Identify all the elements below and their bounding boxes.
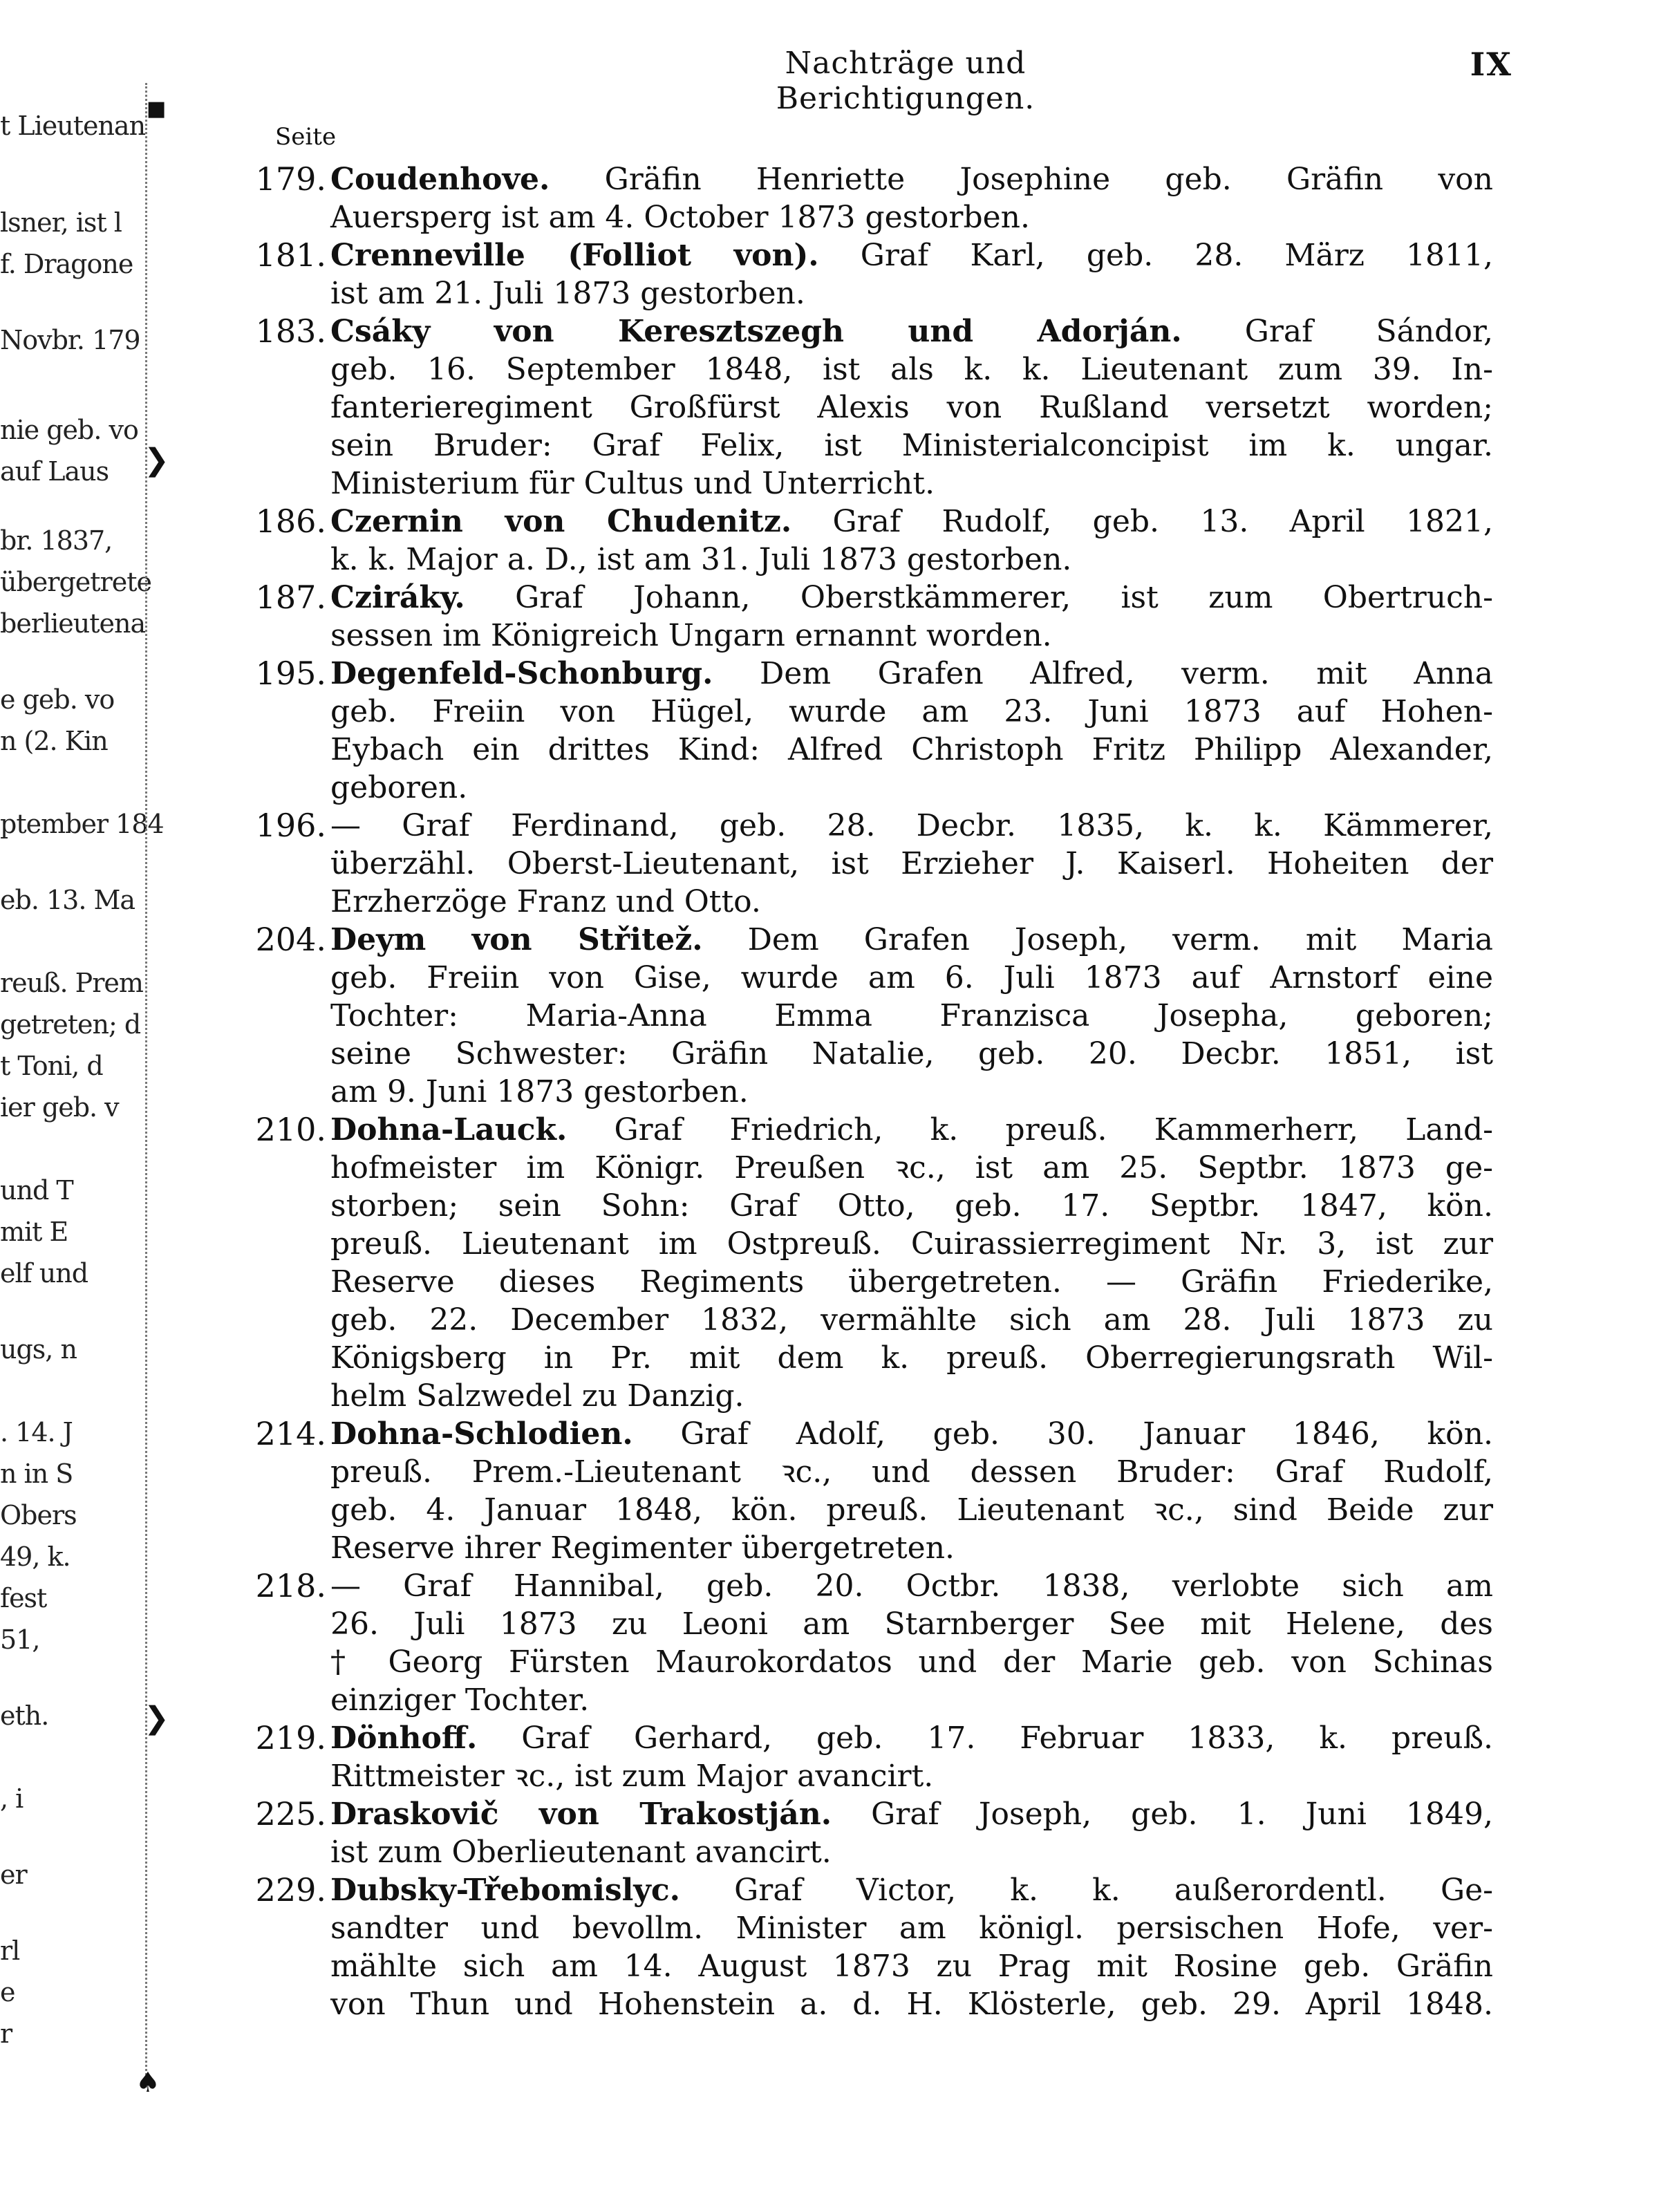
entry-page-ref: 210. xyxy=(255,1111,326,1148)
entry-line xyxy=(330,1073,1493,1111)
entry-text: Reserve dieses Regiments übergetreten. — Gräfin Friederike, xyxy=(330,1264,1493,1300)
bleed-line: mit E xyxy=(0,1217,68,1247)
addendum-entry xyxy=(249,655,1493,807)
addendum-entry xyxy=(249,160,1493,236)
entry-line xyxy=(330,236,1493,274)
bleed-line: ugs, n xyxy=(0,1334,77,1365)
entry-page-ref: 218. xyxy=(255,1567,326,1604)
entry-family-name: Cziráky. xyxy=(330,580,465,615)
entry-line xyxy=(330,1149,1493,1187)
addendum-entry xyxy=(249,1795,1493,1871)
entry-text: Eybach ein drittes Kind: Alfred Christoph Fritz Philipp Alexander, xyxy=(330,732,1493,767)
bleed-line: lsner, ist l xyxy=(0,207,122,238)
page-number: IX xyxy=(1470,46,1512,83)
entry-text: Graf Joseph, geb. 1. Juni 1849, xyxy=(832,1797,1493,1832)
entry-line xyxy=(330,1263,1493,1301)
entry-text: Rittmeister ꝛc., ist zum Major avancirt. xyxy=(330,1759,934,1794)
entry-line xyxy=(330,1643,1493,1681)
entry-text: preuß. Prem.-Lieutenant ꝛc., und dessen Bruder: Graf Rudolf, xyxy=(330,1454,1493,1490)
entry-line xyxy=(330,1757,1493,1795)
entry-line xyxy=(330,427,1493,465)
entry-page-ref: 183. xyxy=(255,312,326,350)
bleed-line: nie geb. vo xyxy=(0,415,138,445)
entry-line xyxy=(330,1681,1493,1719)
entry-line xyxy=(330,1111,1493,1149)
bleed-line: auf Laus xyxy=(0,456,109,487)
bleed-line: n in S xyxy=(0,1459,73,1489)
entry-line xyxy=(330,959,1493,997)
bleed-line: Obers xyxy=(0,1500,77,1530)
entry-line xyxy=(330,1947,1493,1985)
addendum-entry xyxy=(249,503,1493,579)
bleed-line: e geb. vo xyxy=(0,684,115,715)
entry-page-ref: 214. xyxy=(255,1415,326,1452)
entry-family-name: Dohna-Schlodien. xyxy=(330,1416,633,1452)
entry-family-name: Dubsky-Třebomislyc. xyxy=(330,1873,680,1908)
addendum-entry xyxy=(249,1871,1493,2023)
addendum-entry xyxy=(249,807,1493,921)
entry-family-name: Deym von Střitež. xyxy=(330,922,703,957)
entry-line xyxy=(330,1187,1493,1225)
entry-line xyxy=(330,1567,1493,1605)
entry-text: † Georg Fürsten Maurokordatos und der Marie geb. von Schinas xyxy=(330,1644,1493,1680)
entry-line xyxy=(330,807,1493,845)
entry-line xyxy=(330,541,1493,579)
entry-line xyxy=(330,465,1493,503)
entry-text: von Thun und Hohenstein a. d. H. Klösterle, geb. 29. April 1848. xyxy=(330,1987,1493,2022)
entry-text: Graf Victor, k. k. außerordentl. Ge- xyxy=(679,1873,1493,1908)
entry-line xyxy=(330,1035,1493,1073)
entry-text: helm Salzwedel zu Danzig. xyxy=(330,1378,744,1414)
bleed-line: . 14. J xyxy=(0,1417,73,1447)
entry-line xyxy=(330,579,1493,617)
bleed-line: br. 1837, xyxy=(0,525,113,556)
entry-line xyxy=(330,655,1493,693)
entry-line xyxy=(330,1795,1493,1833)
entry-line xyxy=(330,1491,1493,1529)
entry-family-name: Dohna-Lauck. xyxy=(330,1112,568,1147)
addendum-entry xyxy=(249,1719,1493,1795)
bleed-line: rl xyxy=(0,1936,20,1966)
entry-text: — Graf Ferdinand, geb. 28. Decbr. 1835, k. k. Kämmerer, xyxy=(330,808,1493,843)
entry-line xyxy=(330,997,1493,1035)
entry-text: geb. 16. September 1848, ist als k. k. Lieutenant zum 39. In- xyxy=(330,352,1493,387)
addendum-entry xyxy=(249,312,1493,503)
entry-line xyxy=(330,693,1493,731)
page-gutter-dots xyxy=(145,83,149,2088)
entry-text: — Graf Hannibal, geb. 20. Octbr. 1838, verlobte sich am xyxy=(330,1568,1493,1604)
entry-text: mählte sich am 14. August 1873 zu Prag mit Rosine geb. Gräfin xyxy=(330,1949,1493,1984)
bleed-line: ier geb. v xyxy=(0,1092,119,1123)
entry-line xyxy=(330,1301,1493,1339)
entry-line xyxy=(330,312,1493,350)
addendum-entry xyxy=(249,579,1493,655)
entry-text: Graf Friedrich, k. preuß. Kammerherr, Land- xyxy=(567,1112,1493,1147)
addendum-entry xyxy=(249,1111,1493,1415)
entry-page-ref: 195. xyxy=(255,655,326,692)
entry-page-ref: 179. xyxy=(255,160,326,198)
entry-text: Reserve ihrer Regimenter übergetreten. xyxy=(330,1530,955,1566)
entry-text: Königsberg in Pr. mit dem k. preuß. Oberregierungsrath Wil- xyxy=(330,1340,1493,1376)
entry-line xyxy=(330,160,1493,198)
entry-line xyxy=(330,1339,1493,1377)
bracket-mark: ❯ xyxy=(144,1700,169,1736)
entry-text: geb. Freiin von Hügel, wurde am 23. Juni 1873 auf Hohen- xyxy=(330,694,1493,729)
addendum-entry xyxy=(249,1567,1493,1719)
entry-line xyxy=(330,388,1493,427)
entry-text: Graf Sándor, xyxy=(1181,314,1493,349)
entry-text: Tochter: Maria-Anna Emma Franzisca Josepha, geboren; xyxy=(330,998,1493,1033)
entry-text: ist zum Oberlieutenant avancirt. xyxy=(330,1835,832,1870)
entry-line xyxy=(330,731,1493,769)
bleed-line: und T xyxy=(0,1175,73,1206)
entry-text: Erzherzöge Franz und Otto. xyxy=(330,884,761,919)
bleed-line: t Toni, d xyxy=(0,1051,103,1081)
entry-text: geb. 22. December 1832, vermählte sich am 28. Juli 1873 zu xyxy=(330,1302,1493,1338)
entry-text: geb. Freiin von Gise, wurde am 6. Juli 1873 auf Arnstorf eine xyxy=(330,960,1493,995)
entry-line xyxy=(330,921,1493,959)
entry-line xyxy=(330,1909,1493,1947)
bracket-mark: ❯ xyxy=(144,442,169,478)
entry-line xyxy=(330,1871,1493,1909)
entry-line xyxy=(330,617,1493,655)
entry-text: Graf Karl, geb. 28. März 1811, xyxy=(818,238,1493,273)
entry-line xyxy=(330,1225,1493,1263)
addendum-entry xyxy=(249,236,1493,312)
entry-text: Gräfin Henriette Josephine geb. Gräfin von xyxy=(550,162,1493,197)
entry-text: fanterieregiment Großfürst Alexis von Rußland versetzt worden; xyxy=(330,390,1493,425)
entry-text: Graf Gerhard, geb. 17. Februar 1833, k. preuß. xyxy=(477,1721,1493,1756)
bleed-line: elf und xyxy=(0,1258,88,1288)
bleed-line: r xyxy=(0,2018,12,2049)
addendum-entry xyxy=(249,1415,1493,1567)
entry-text: geboren. xyxy=(330,770,468,805)
entry-text: Dem Grafen Alfred, verm. mit Anna xyxy=(713,656,1493,691)
running-title: Nachträge und Berichtigungen. xyxy=(776,46,1035,116)
bleed-line: reuß. Prem xyxy=(0,968,143,998)
entry-text: Graf Adolf, geb. 30. Januar 1846, kön. xyxy=(632,1416,1493,1452)
entry-text: hofmeister im Königr. Preußen ꝛc., ist am 25. Septbr. 1873 ge- xyxy=(330,1150,1493,1185)
entry-page-ref: 181. xyxy=(255,236,326,274)
bleed-line: eth. xyxy=(0,1700,49,1731)
entry-text: geb. 4. Januar 1848, kön. preuß. Lieutenant ꝛc., sind Beide zur xyxy=(330,1492,1493,1528)
entry-text: preuß. Lieutenant im Ostpreuß. Cuirassierregiment Nr. 3, ist zur xyxy=(330,1226,1493,1262)
bleed-line: e xyxy=(0,1977,15,2007)
bleed-line: getreten; d xyxy=(0,1009,141,1040)
entry-line xyxy=(330,1415,1493,1453)
bleed-line: , i xyxy=(0,1783,24,1814)
entry-text: überzähl. Oberst-Lieutenant, ist Erzieher J. Kaiserl. Hoheiten der xyxy=(330,846,1493,881)
entry-family-name: Draskovič von Trakostján. xyxy=(330,1797,832,1832)
bleed-line: t Lieutenan xyxy=(0,111,146,141)
page-mark: ■ xyxy=(147,97,167,121)
bleed-line: Novbr. 179 xyxy=(0,325,140,355)
entry-text: Auersperg ist am 4. October 1873 gestorben. xyxy=(330,200,1030,235)
entry-text: sandter und bevollm. Minister am königl. persischen Hofe, ver- xyxy=(330,1911,1493,1946)
bleed-line: berlieutena xyxy=(0,608,146,639)
entry-family-name: Crenneville (Folliot von). xyxy=(330,238,819,273)
entry-text: am 9. Juni 1873 gestorben. xyxy=(330,1074,749,1109)
entry-text: k. k. Major a. D., ist am 31. Juli 1873 gestorben. xyxy=(330,542,1072,577)
bleed-line: eb. 13. Ma xyxy=(0,885,135,915)
entry-text: storben; sein Sohn: Graf Otto, geb. 17. Septbr. 1847, kön. xyxy=(330,1188,1493,1224)
entry-line xyxy=(330,1529,1493,1567)
bleed-line: n (2. Kin xyxy=(0,726,108,756)
entry-text: seine Schwester: Gräfin Natalie, geb. 20. Decbr. 1851, ist xyxy=(330,1036,1493,1071)
entry-text: Graf Johann, Oberstkämmerer, ist zum Obertruch- xyxy=(465,580,1493,615)
bleed-line: 51, xyxy=(0,1624,40,1655)
ink-blot-mark: ♠ xyxy=(135,2067,160,2099)
entry-family-name: Dönhoff. xyxy=(330,1721,478,1756)
addenda-list xyxy=(249,160,1493,2023)
entry-line xyxy=(330,1719,1493,1757)
bleed-line: f. Dragone xyxy=(0,249,133,279)
entry-text: Dem Grafen Joseph, verm. mit Maria xyxy=(702,922,1493,957)
entry-line xyxy=(330,1985,1493,2023)
entry-family-name: Czernin von Chudenitz. xyxy=(330,504,792,539)
facing-page-bleed-through xyxy=(0,0,164,2212)
entry-text: Ministerium für Cultus und Unterricht. xyxy=(330,466,935,501)
entry-page-ref: 229. xyxy=(255,1871,326,1909)
entry-family-name: Coudenhove. xyxy=(330,162,550,197)
entry-family-name: Degenfeld-Schonburg. xyxy=(330,656,713,691)
addendum-entry xyxy=(249,921,1493,1111)
entry-text: sein Bruder: Graf Felix, ist Ministerialconcipist im k. ungar. xyxy=(330,428,1493,463)
entry-text: sessen im Königreich Ungarn ernannt worden. xyxy=(330,618,1052,653)
entry-text: 26. Juli 1873 zu Leoni am Starnberger See mit Helene, des xyxy=(330,1606,1493,1642)
entry-line xyxy=(330,883,1493,921)
entry-text: einziger Tochter. xyxy=(330,1683,590,1718)
entry-line xyxy=(330,274,1493,312)
entry-page-ref: 186. xyxy=(255,503,326,540)
entry-text: ist am 21. Juli 1873 gestorben. xyxy=(330,276,805,311)
entry-page-ref: 187. xyxy=(255,579,326,616)
entry-line xyxy=(330,350,1493,388)
entry-page-ref: 204. xyxy=(255,921,326,958)
entry-page-ref: 196. xyxy=(255,807,326,844)
bleed-line: er xyxy=(0,1859,27,1890)
entry-line xyxy=(330,503,1493,541)
entry-family-name: Csáky von Keresztszegh und Adorján. xyxy=(330,314,1182,349)
bleed-line: ptember 184 xyxy=(0,809,164,839)
entry-line xyxy=(330,769,1493,807)
entry-text: Graf Rudolf, geb. 13. April 1821, xyxy=(791,504,1493,539)
entry-line xyxy=(330,1453,1493,1491)
entry-line xyxy=(330,198,1493,236)
entry-line xyxy=(330,1377,1493,1415)
entry-line xyxy=(330,1605,1493,1643)
entry-page-ref: 219. xyxy=(255,1719,326,1756)
bleed-line: 49, k. xyxy=(0,1541,71,1572)
bleed-line: fest xyxy=(0,1583,47,1613)
bleed-line: übergetrete xyxy=(0,567,151,597)
entry-page-ref: 225. xyxy=(255,1795,326,1833)
entry-line xyxy=(330,1833,1493,1871)
entry-line xyxy=(330,845,1493,883)
column-label: Seite xyxy=(275,123,337,151)
